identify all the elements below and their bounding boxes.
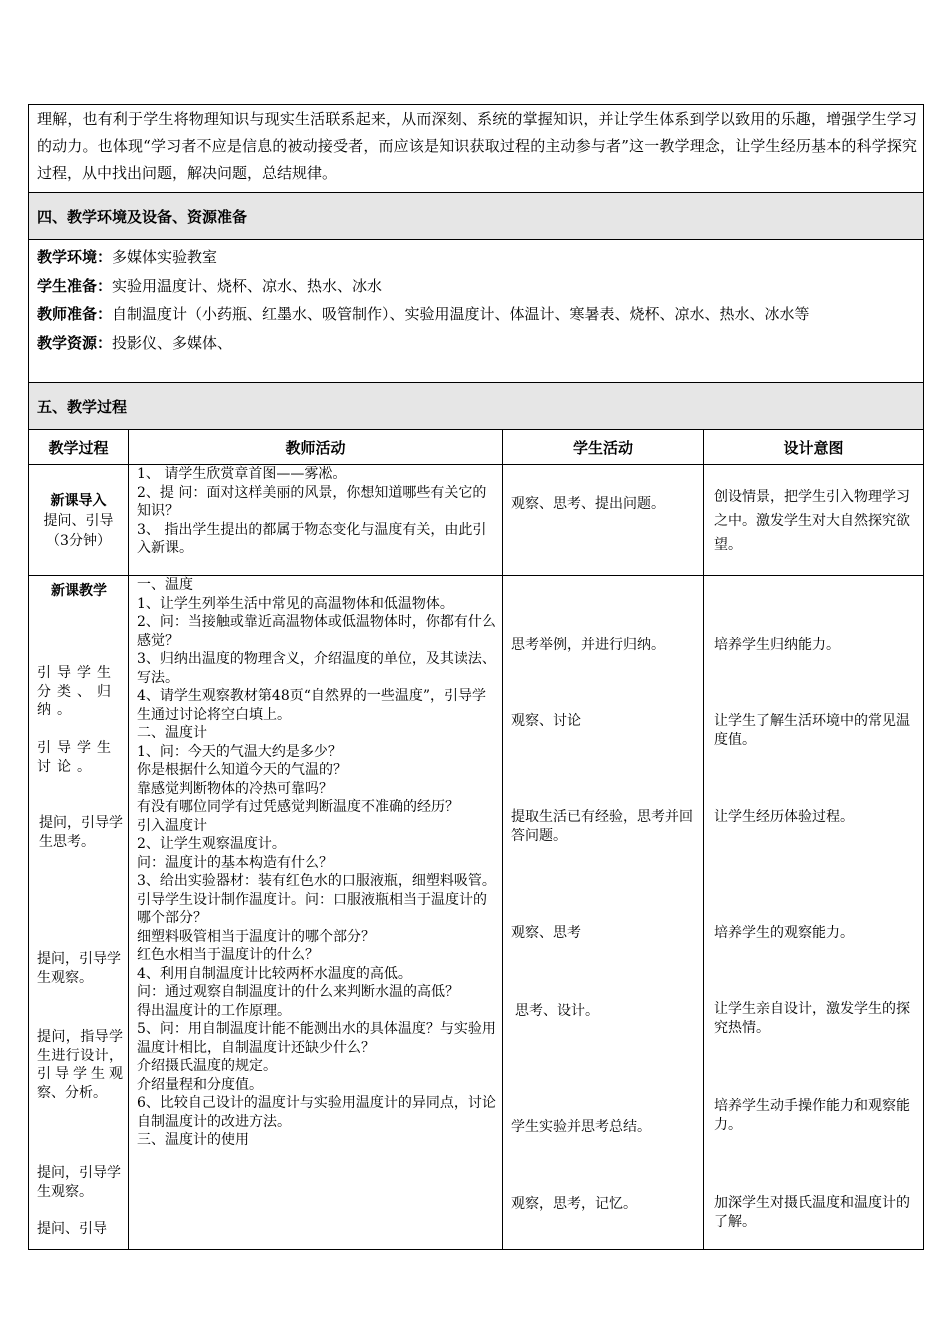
- resource-line-teacher: 教师准备：自制温度计（小药瓶、红墨水、吸管制作）、实验用温度计、体温计、寒暑表、烧杯、凉水、热水、冰水等: [37, 305, 810, 323]
- table-header-row: [29, 430, 924, 465]
- header-process: 教学过程: [29, 430, 129, 465]
- process-step-7: 提问、引导: [37, 1221, 107, 1237]
- student-activity-6: 学生实验并思考总结。: [511, 1119, 651, 1135]
- student-activity-1: 思考举例，并进行归纳。: [511, 637, 665, 653]
- process-step-4: 提问，引导学生观察。: [37, 951, 121, 986]
- section4-title-row: [29, 193, 924, 240]
- design-intent-2: 让学生了解生活环境中的常见温度值。: [714, 713, 910, 748]
- header-teacher: 教师活动: [129, 430, 503, 465]
- intro-row: [29, 105, 924, 193]
- process-step-2: 引导学生讨论。: [37, 740, 117, 775]
- process-step-1: 引导学生分类、归纳。: [37, 665, 117, 718]
- resource-line-environment: 教学环境：多媒体实验教室: [37, 248, 218, 266]
- section5-title-row: [29, 383, 924, 430]
- design-intent-3: 让学生经历体验过程。: [714, 809, 854, 825]
- table-row-new-lesson: [29, 576, 924, 1250]
- design-intent-7: 加深学生对摄氏温度和温度计的了解。: [714, 1195, 910, 1230]
- design-intent-new-lesson: [704, 576, 924, 1250]
- student-activity-7: 观察，思考，记忆。: [511, 1196, 637, 1212]
- section4-title: 四、教学环境及设备、资源准备: [29, 193, 924, 240]
- student-activity-3: 提取生活已有经验，思考并回答问题。: [511, 809, 693, 844]
- design-intent-4: 培养学生的观察能力。: [714, 925, 854, 941]
- design-intent-6: 培养学生动手操作能力和观察能力。: [714, 1098, 910, 1133]
- table-row-intro: [29, 465, 924, 576]
- student-activity-4: 观察、思考: [511, 925, 581, 941]
- process-intro: 新课导入 提问、引导 （3分钟）: [29, 465, 129, 576]
- document: [28, 104, 923, 1250]
- lesson-plan-table: [28, 104, 924, 1250]
- student-activity-5: 思考、设计。: [515, 1003, 599, 1019]
- header-student: 学生活动: [503, 430, 704, 465]
- teacher-activity-intro: 1、 请学生欣赏章首图——雾凇。 2、提 问：面对这样美丽的风景，你想知道哪些有关它的知识？ 3、 指出学生提出的都属于物态变化与温度有关，由此引入新课。: [129, 465, 503, 576]
- intro-paragraph: 理解，也有利于学生将物理知识与现实生活联系起来，从而深刻、系统的掌握知识，并让学生体系到学以致用的乐趣，增强学生学习的动力。也体现“学习者不应是信息的被动接受者，而应该是知识获取过程的主动参与者”这一教学理念，让学生经历基本的科学探究过程，从中找出问题，解决问题，总结规律。: [29, 105, 924, 193]
- process-step-3: 提问，引导学生思考。: [39, 815, 123, 850]
- process-step-5: 提问，指导学生进行设计，引导学生观察、分析。: [37, 1029, 123, 1101]
- resource-list: [29, 240, 924, 383]
- resource-line-resources: 教学资源：投影仪、多媒体、: [37, 333, 233, 352]
- header-intent: 设计意图: [704, 430, 924, 465]
- design-intent-1: 培养学生归纳能力。: [714, 637, 840, 653]
- student-activity-2: 观察、讨论: [511, 713, 581, 729]
- student-activity-intro: 观察、思考、提出问题。: [503, 465, 704, 576]
- student-activity-new-lesson: [503, 576, 704, 1250]
- process-new-lesson: [29, 576, 129, 1250]
- section4-content-row: [29, 240, 924, 383]
- section5-title: 五、教学过程: [29, 383, 924, 430]
- design-intent-5: 让学生亲自设计，激发学生的探究热情。: [714, 1001, 910, 1036]
- design-intent-intro: 创设情景，把学生引入物理学习之中。激发学生对大自然探究欲望。: [704, 465, 924, 576]
- process-step-6: 提问，引导学生观察。: [37, 1165, 121, 1200]
- process-title: 新课教学: [51, 583, 107, 599]
- teacher-activity-new-lesson: 一、温度 1、让学生列举生活中常见的高温物体和低温物体。 2、问：当接触或靠近高温物体或低温物体时，你都有什么感觉？ 3、归纳出温度的物理含义，介绍温度的单位，及其读法、写法。 4、请学生观察教材第48页“自然界的一些温度”，引导学生通过讨论将空白填上。 二、温度计 1、问：今天的气温大约是多少？ 你是根据什么知道今天的气温的？ 靠感觉判断物体的冷热可靠吗？ 有没有哪位同学有过凭感觉判断温度不准确的经历？ 引入温度计 2、让学生观察温度计。 问：温度计的基本构造有什么？ 3、给出实验器材：装有红色水的口服液瓶，细塑料吸管。引导学生设计制作温度计。问：口服液瓶相当于温度计的哪个部分？ 细塑料吸管相当于温度计的哪个部分？ 红色水相当于温度计的什么？ 4、利用自制温度计比较两杯水温度的高低。 问：通过观察自制温度计的什么来判断水温的高低？ 得出温度计的工作原理。 5、问：用自制温度计能不能测出水的具体温度？与实验用温度计相比，自制温度计还缺少什么？ 介绍摄氏温度的规定。 介绍量程和分度值。 6、比较自己设计的温度计与实验用温度计的异同点，讨论自制温度计的改进方法。 三、温度计的使用: [129, 576, 503, 1250]
- resource-line-students: 学生准备：实验用温度计、烧杯、凉水、热水、冰水: [37, 276, 383, 295]
